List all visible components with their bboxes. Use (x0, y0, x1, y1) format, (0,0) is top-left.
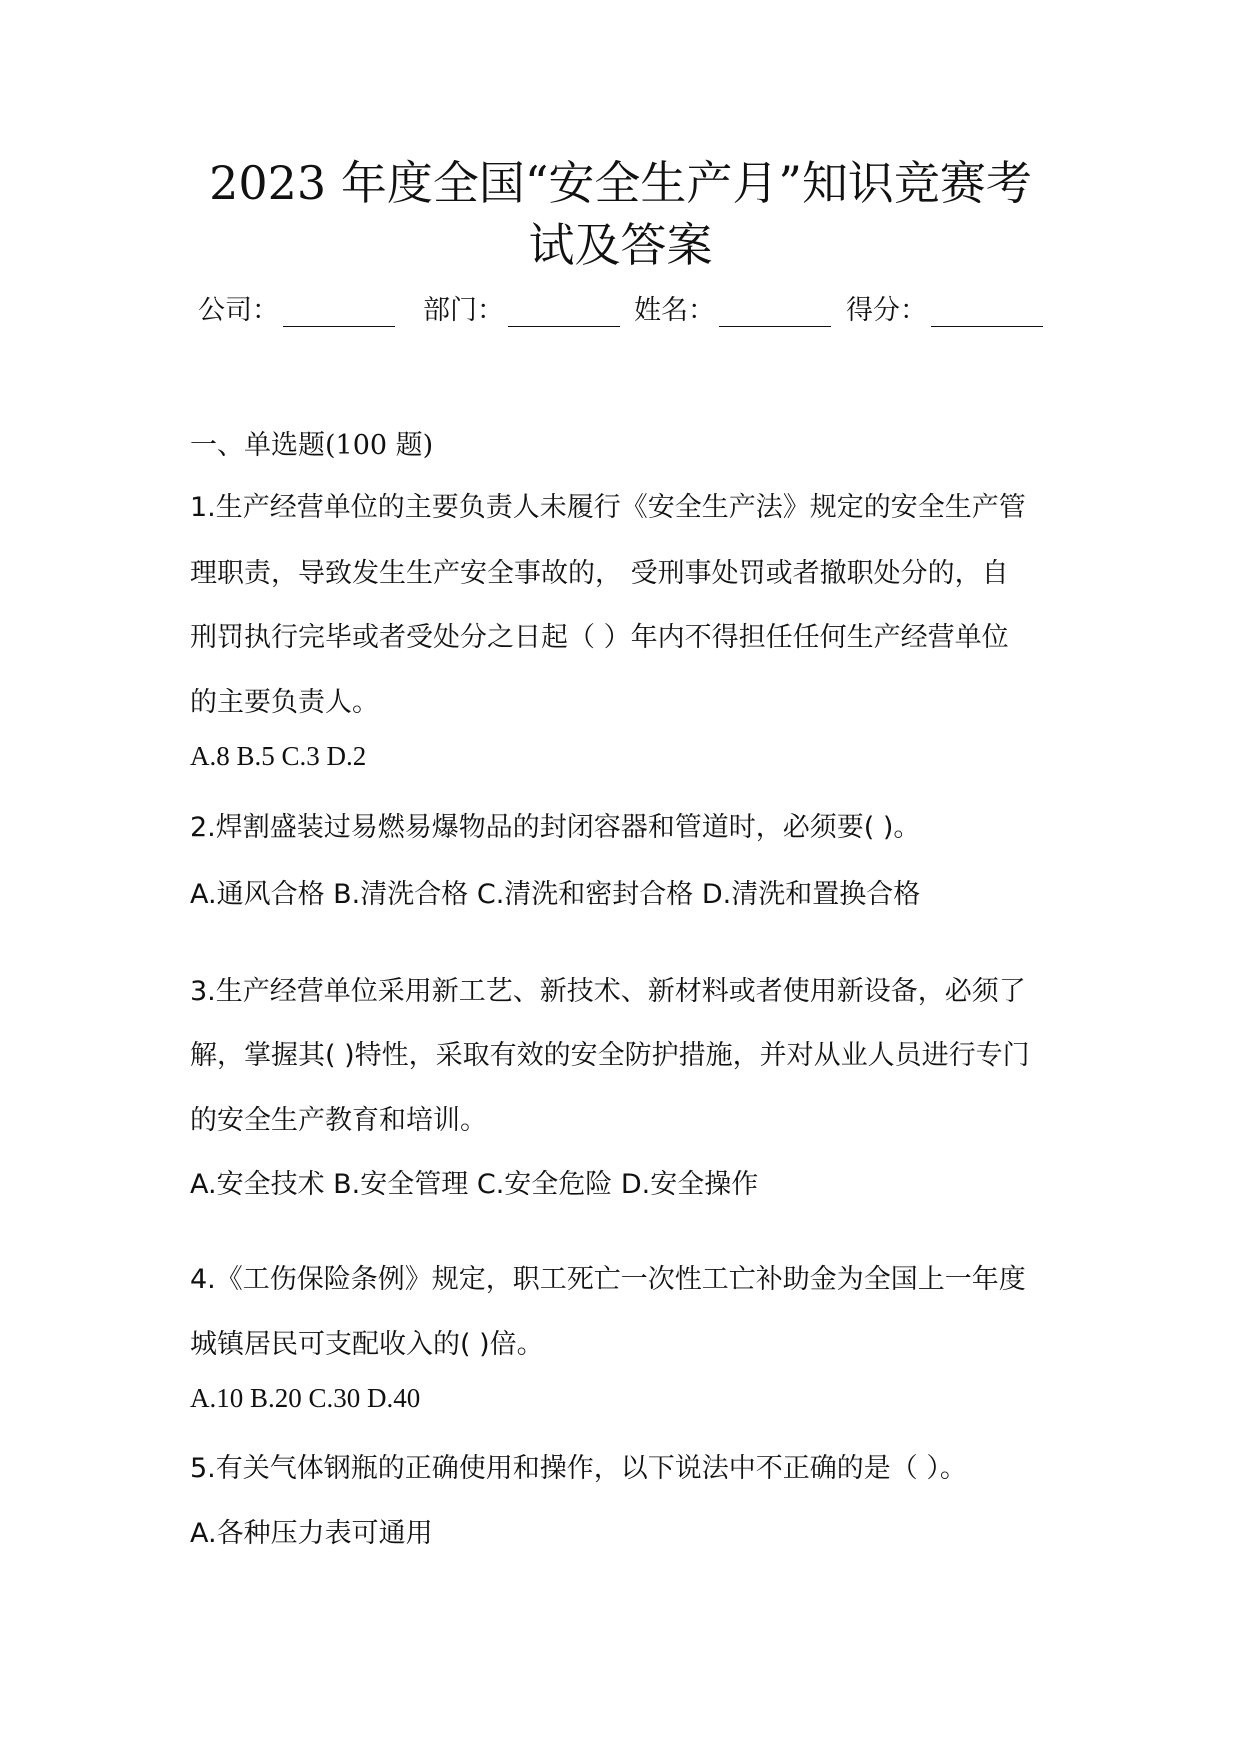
blank-line (283, 296, 395, 327)
question-5-options: A.各种压力表可通用 (190, 1518, 433, 1549)
question-5-line-1: 5.有关气体钢瓶的正确使用和操作，以下说法中不正确的是（ ）。 (190, 1453, 967, 1484)
info-field-name (634, 288, 831, 327)
info-field-label: 公司： (198, 295, 279, 326)
question-1-options: A.8 B.5 C.3 D.2 (190, 741, 367, 771)
info-field-label: 姓名： (634, 295, 715, 326)
question-3-line-3: 的安全生产教育和培训。 (190, 1105, 487, 1136)
document-title-line-1: 2023 年度全国“安全生产月”知识竞赛考 (209, 156, 1032, 210)
question-3-line-1: 3.生产经营单位采用新工艺、新技术、新材料或者使用新设备，必须了 (190, 976, 1026, 1007)
question-4-line-1: 4.《工伤保险条例》规定，职工死亡一次性工亡补助金为全国上一年度 (190, 1264, 1026, 1295)
blank-line (931, 296, 1043, 327)
blank-line (719, 296, 831, 327)
question-1-line-1: 1.生产经营单位的主要负责人未履行《安全生产法》规定的安全生产管 (190, 492, 1026, 523)
document-title-line-2: 试及答案 (528, 218, 713, 272)
info-field-score (846, 288, 1043, 327)
info-field-department (423, 288, 620, 327)
question-4-options: A.10 B.20 C.30 D.40 (190, 1383, 421, 1413)
question-1-line-3: 刑罚执行完毕或者受处分之日起（ ）年内不得担任任何生产经营单位 (190, 622, 1009, 653)
question-3-options: A.安全技术 B.安全管理 C.安全危险 D.安全操作 (190, 1169, 759, 1200)
info-fields-row (198, 288, 1058, 328)
blank-line (508, 296, 620, 327)
info-field-company (198, 288, 395, 327)
section-heading: 一、单选题(100 题) (190, 430, 434, 461)
question-1-line-2: 理职责，导致发生生产安全事故的， 受刑事处罚或者撤职处分的，自 (190, 558, 1009, 589)
question-4-line-2: 城镇居民可支配收入的( )倍。 (190, 1329, 544, 1360)
info-field-label: 得分： (846, 295, 927, 326)
question-3-line-2: 解，掌握其( )特性，采取有效的安全防护措施，并对从业人员进行专门 (190, 1040, 1030, 1071)
question-2-line-1: 2.焊割盛装过易燃易爆物品的封闭容器和管道时，必须要( )。 (190, 812, 921, 843)
question-1-line-4: 的主要负责人。 (190, 687, 379, 718)
question-2-options: A.通风合格 B.清洗合格 C.清洗和密封合格 D.清洗和置换合格 (190, 879, 921, 910)
info-field-label: 部门： (423, 295, 504, 326)
